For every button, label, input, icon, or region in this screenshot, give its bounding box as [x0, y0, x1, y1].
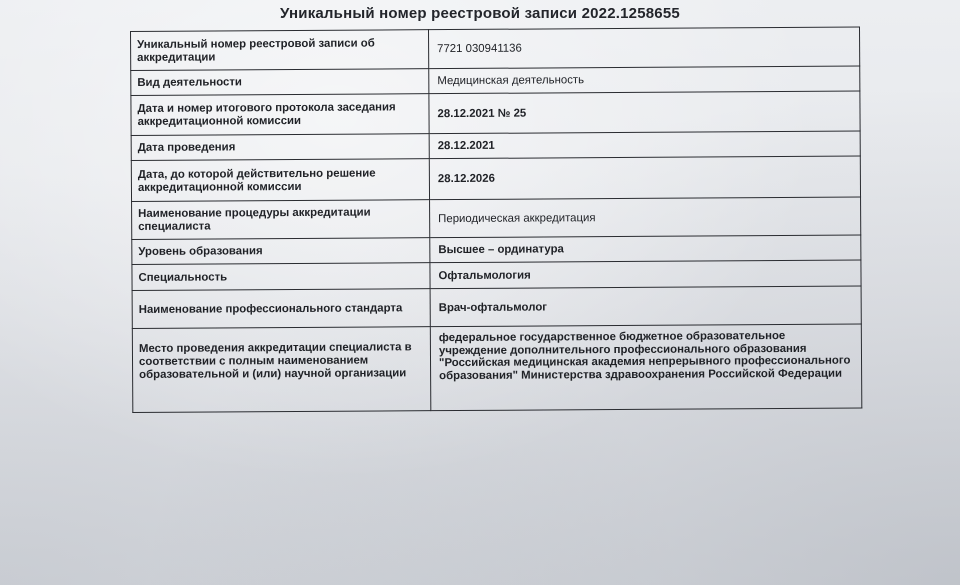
row-value-date-held: 28.12.2021: [429, 131, 860, 159]
row-label-valid-until: Дата, до которой действительно решение аккредитационной комиссии: [131, 159, 429, 202]
row-value-specialty: Офтальмология: [430, 260, 861, 289]
table-row: [131, 156, 860, 201]
row-label-activity-type: Вид деятельности: [131, 69, 429, 96]
row-value-registry-number: 7721 030941136: [428, 27, 859, 69]
row-label-accreditation-place: Место проведения аккредитации специалиста в соответствии с полным наименованием образовательной и (или) научной организации: [132, 327, 431, 413]
row-value-procedure-name: Периодическая аккредитация: [430, 197, 861, 238]
row-value-valid-until: 28.12.2026: [429, 156, 860, 200]
row-label-procedure-name: Наименование процедуры аккредитации специалиста: [132, 200, 430, 240]
accreditation-record-table: [130, 27, 862, 413]
document-title: Уникальный номер реестровой записи 2022.1258655: [280, 5, 680, 22]
row-label-date-held: Дата проведения: [131, 134, 429, 161]
table-row: [132, 197, 861, 239]
row-label-protocol: Дата и номер итогового протокола заседания аккредитационной комиссии: [131, 94, 429, 136]
row-label-professional-standard: Наименование профессионального стандарта: [132, 289, 430, 329]
table-row: [131, 27, 860, 70]
row-value-accreditation-place: федеральное государственное бюджетное образовательное учреждение дополнительного профессионального образования "Российская медицинская академия непрерывного профессионального образования" Министерства здравоохранения Российской Федерации: [430, 324, 862, 411]
row-label-education-level: Уровень образования: [132, 238, 430, 265]
row-label-registry-number: Уникальный номер реестровой записи об аккредитации: [131, 30, 429, 71]
row-value-protocol: 28.12.2021 № 25: [429, 91, 860, 134]
table-row: [131, 91, 860, 135]
table-row: [132, 286, 861, 328]
row-value-activity-type: Медицинская деятельность: [429, 66, 860, 94]
table-row: [132, 324, 861, 412]
row-label-specialty: Специальность: [132, 263, 430, 291]
row-value-education-level: Высшее – ординатура: [430, 235, 861, 263]
row-value-professional-standard: Врач-офтальмолог: [430, 286, 861, 327]
